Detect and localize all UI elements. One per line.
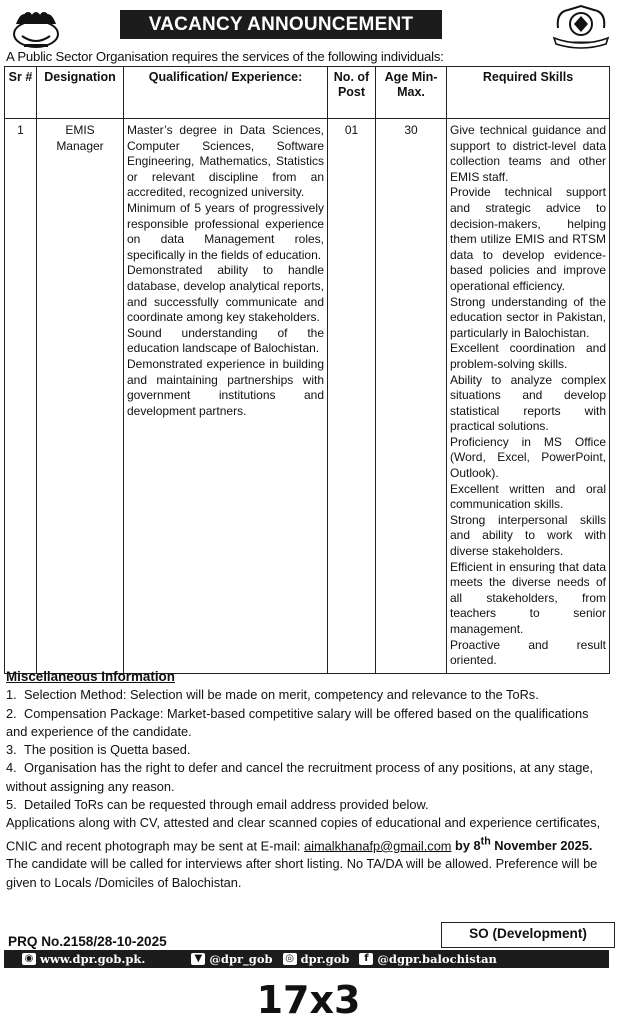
- misc-item-number: 2.: [6, 705, 17, 721]
- misc-item-number: 3.: [6, 742, 17, 758]
- misc-title: Miscellaneous Information: [6, 669, 175, 684]
- apply-text: Applications along with CV, attested and clear scanned copies of educational and experience certificates, CNIC and recent photograph may be sent at E-mail:: [6, 815, 601, 853]
- header-designation: Designation: [37, 67, 124, 119]
- vacancy-title: VACANCY ANNOUNCEMENT: [120, 10, 442, 39]
- twitter-link[interactable]: [191, 950, 272, 968]
- skill-item: Strong interpersonal skills and ability to work with diverse stakeholders.: [450, 512, 606, 559]
- website-link[interactable]: [22, 950, 145, 968]
- header-age: Age Min-Max.: [376, 67, 447, 119]
- deadline: [451, 835, 593, 853]
- misc-item-text: Selection Method: Selection will be made on merit, competency and relevance to the ToRs.: [24, 687, 539, 703]
- misc-item-text: Organisation has the right to defer and cancel the recruitment process of any positions, at any stage, without assigning any reason.: [6, 760, 594, 794]
- twitter-handle: @dpr_gob: [209, 952, 273, 966]
- misc-item: [6, 705, 609, 742]
- misc-item-number: 1.: [6, 687, 17, 703]
- misc-item-number: 5.: [6, 797, 17, 813]
- instagram-link[interactable]: [283, 950, 350, 968]
- skill-item: Excellent coordination and problem-solving skills.: [450, 341, 606, 371]
- skill-item: Excellent written and oral communication skills.: [450, 481, 606, 512]
- vacancy-table: [4, 66, 610, 674]
- cell-qualification: [124, 119, 328, 674]
- signoff: SO (Development): [441, 922, 615, 948]
- cell-age: 30: [376, 119, 447, 674]
- header-sr: Sr #: [5, 67, 37, 119]
- header-posts: No. of Post: [328, 67, 376, 119]
- facebook-icon: f: [359, 953, 373, 965]
- prq-number: PRQ No.2158/28-10-2025: [8, 934, 167, 949]
- table-row: [5, 119, 610, 674]
- qualification-item: Master’s degree in Data Sciences, Computer Sciences, Software Engineering, Mathematics, Statistics or relevant discipline from an accredited, recognized university.: [127, 123, 324, 200]
- website-text: www.dpr.gob.pk.: [40, 952, 146, 966]
- instagram-handle: dpr.gob: [300, 952, 350, 966]
- skill-item: Give technical guidance and support to district-level data collection teams and other EMIS staff.: [450, 123, 606, 184]
- deadline-suffix: November 2025.: [490, 837, 593, 853]
- social-bar: [4, 950, 609, 968]
- skill-item: Provide technical support and strategic advice to decision-makers, helping them utilize EMIS and RTSM data to develop evidence-based policies and improve operational efficiency.: [450, 185, 606, 293]
- misc-item-text: The position is Quetta based.: [24, 742, 191, 758]
- qualification-item: Demonstrated ability to handle database, develop analytical reports, and successfully communicate and coordinate among key stakeholders.: [127, 263, 324, 325]
- facebook-handle: @dgpr.balochistan: [377, 952, 497, 966]
- misc-item-text: Compensation Package: Market-based competitive salary will be offered based on the qualifications and experience of the candidate.: [6, 705, 589, 739]
- deadline-sup: th: [480, 835, 491, 848]
- misc-item: [6, 741, 609, 759]
- government-emblem-right: [552, 4, 610, 50]
- misc-item-text: Detailed ToRs can be requested through email address provided below.: [24, 797, 429, 813]
- deadline-prefix: by 8: [451, 837, 481, 853]
- misc-item-number: 4.: [6, 760, 17, 776]
- email-link[interactable]: aimalkhanafp@gmail.com: [304, 837, 452, 853]
- skill-item: Strong understanding of the education sector in Pakistan, particularly in Balochistan.: [450, 294, 606, 340]
- intro-text: A Public Sector Organisation requires the services of the following individuals:: [6, 49, 444, 64]
- cell-designation: EMIS Manager: [37, 119, 124, 674]
- skill-item: Ability to analyze complex situations and develop statistical reports with practical solutions.: [450, 372, 606, 434]
- globe-icon: ◉: [22, 953, 36, 965]
- cell-sr: 1: [5, 119, 37, 674]
- cell-posts: 01: [328, 119, 376, 674]
- facebook-link[interactable]: [359, 950, 497, 968]
- cell-skills: [447, 119, 610, 674]
- misc-item: [6, 686, 609, 704]
- qualification-item: Minimum of 5 years of progressively responsible professional experience on data Management roles, specifically in the fields of education.: [127, 200, 324, 262]
- ad-size: 17x3: [256, 978, 361, 1022]
- application-instructions: [6, 814, 609, 855]
- closing-text: The candidate will be called for interviews after short listing. No TA/DA will be allowed. Preference will be given to Locals /Domiciles of Balochistan.: [6, 856, 598, 890]
- misc-section: [6, 668, 609, 892]
- qualification-item: Sound understanding of the education landscape of Balochistan.: [127, 325, 324, 356]
- misc-item: [6, 759, 609, 796]
- header-qualification: Qualification/ Experience:: [124, 67, 328, 119]
- twitter-icon: ▼: [191, 953, 205, 965]
- header-skills: Required Skills: [447, 67, 610, 119]
- skill-item: Proficiency in MS Office (Word, Excel, PowerPoint, Outlook).: [450, 434, 606, 481]
- table-header-row: [5, 67, 610, 119]
- instagram-icon: ◎: [283, 953, 297, 965]
- government-emblem-left: [8, 4, 64, 50]
- misc-item: [6, 796, 609, 814]
- qualification-item: Demonstrated experience in building and maintaining partnerships with government institutions and development partners.: [127, 356, 324, 418]
- skill-item: Proactive and result oriented.: [450, 637, 606, 668]
- skill-item: Efficient in ensuring that data meets the diverse needs of all stakeholders, from teachers to senior management.: [450, 559, 606, 636]
- advertisement: [4, 2, 613, 968]
